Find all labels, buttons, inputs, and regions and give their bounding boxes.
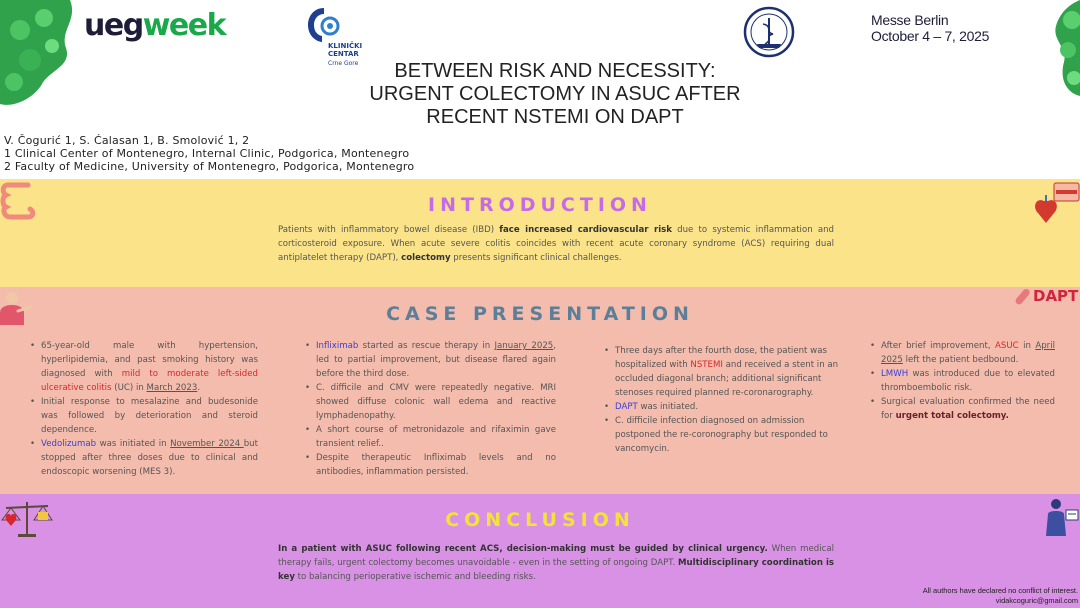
- diagnosis-highlight: mild to moderate left-sided ulcerative colitis: [41, 369, 258, 393]
- title-line: BETWEEN RISK AND NECESSITY:: [394, 60, 716, 82]
- footer-note: [923, 586, 1078, 605]
- introduction-text: [278, 223, 834, 265]
- author-names: V. Čogurić 1, S. Ćalasan 1, B. Smolović 1, 2: [4, 134, 250, 147]
- intro-text-part: due to systemic inflammation and corticosteroid exposure. When acute severe colitis coincides with recent acute coronary syndrome (ACS) requiring dual antiplatelet therapy (DAPT),: [278, 225, 834, 263]
- text: .: [197, 383, 201, 393]
- list-item: [604, 400, 849, 414]
- date: November 2024: [170, 439, 244, 449]
- intestine-icon: [0, 181, 36, 221]
- green-organic-decoration: [0, 0, 84, 110]
- text: but stopped after three doses due to clinical and endoscopic worsening (MES 3).: [41, 439, 258, 477]
- ueg-logo-text: ueg: [84, 8, 143, 43]
- list-item: [870, 395, 1055, 423]
- case-column-3: [604, 344, 849, 456]
- drug-name: Vedolizumab: [41, 439, 97, 449]
- title-line: RECENT NSTEMI ON DAPT: [426, 106, 684, 128]
- green-organic-decoration-right: [980, 0, 1080, 100]
- list-item: [30, 437, 258, 479]
- case-presentation-section: [0, 287, 1080, 494]
- ueg-week-logo: [84, 8, 225, 43]
- list-item: [870, 339, 1055, 367]
- text: was initiated.: [637, 402, 699, 412]
- case-column-4: [870, 339, 1055, 423]
- text: left the patient bedbound.: [902, 355, 1019, 365]
- intro-highlight: colectomy: [401, 253, 451, 263]
- text: , led to partial improvement, but disease flared again before the third dose.: [316, 341, 556, 379]
- text: Three days after the fourth dose, the patient was hospitalized with: [615, 346, 827, 370]
- title-line: URGENT COLECTOMY IN ASUC AFTER: [369, 83, 741, 105]
- list-item: [604, 344, 849, 400]
- intro-highlight: face increased cardiovascular risk: [499, 225, 672, 235]
- case-presentation-title: CASE PRESENTATION: [386, 303, 694, 325]
- case-column-2: [305, 339, 556, 479]
- diagnosis-highlight: ASUC: [995, 341, 1019, 351]
- authors-block: [4, 134, 414, 173]
- text: Surgical evaluation confirmed the need for: [881, 397, 1055, 421]
- list-item: • Initial response to mesalazine and budesonide was followed by deterioration and steroid dependence.: [30, 395, 258, 437]
- recommendation-highlight: urgent total colectomy.: [895, 411, 1009, 421]
- drug-name: DAPT: [615, 402, 638, 412]
- conclusion-text: [278, 542, 834, 584]
- event-dates: October 4 – 7, 2025: [871, 28, 990, 44]
- poster-title: [330, 60, 780, 129]
- case-column-1: [30, 339, 258, 479]
- intro-text-part: presents significant clinical challenges.: [450, 253, 622, 263]
- intro-text-part: Patients with inflammatory bowel disease (IBD): [278, 225, 500, 235]
- kc-line3: Crne Gore: [328, 60, 359, 67]
- list-item: • C. difficile infection diagnosed on admission postponed the re-coronography but responded to vancomycin.: [604, 414, 849, 456]
- list-item: • Despite therapeutic Infliximab levels and no antibodies, inflammation persisted.: [305, 451, 556, 479]
- conclusion-title: CONCLUSION: [445, 509, 635, 531]
- conclusion-highlight: In a patient with ASUC following recent ACS, decision-making must be guided by clinical urgency.: [278, 544, 768, 554]
- contact-email: vidakcoguric@gmail.com: [995, 595, 1078, 605]
- doctor-icon: [1040, 496, 1080, 540]
- introduction-title: INTRODUCTION: [428, 194, 652, 216]
- conclusion-text-part: to balancing perioperative ischemic and bleeding risks.: [294, 572, 536, 582]
- poster-header: [0, 0, 1080, 178]
- kc-line2: CENTAR: [328, 50, 359, 58]
- list-item: [870, 367, 1055, 395]
- text: and received a stent in an occluded diagonal branch; additional significant stenoses required planned re-coronarography.: [615, 360, 839, 398]
- diagnosis-highlight: NSTEMI: [690, 360, 723, 370]
- affiliation-1: 1 Clinical Center of Montenegro, Internal Clinic, Podgorica, Montenegro: [4, 147, 410, 160]
- medical-faculty-logo: [743, 6, 795, 58]
- kc-logo-mark-icon: [306, 6, 342, 44]
- event-info: [871, 12, 989, 44]
- introduction-section: [0, 179, 1080, 287]
- dapt-label: DAPT: [1033, 287, 1079, 305]
- date: April 2025: [881, 341, 1055, 365]
- text: started as rescue therapy in: [358, 341, 495, 351]
- patient-icon: [0, 289, 34, 325]
- kc-logo: [300, 6, 362, 66]
- text: was initiated in: [96, 439, 171, 449]
- date: January 2025: [494, 341, 554, 351]
- drug-name: LMWH: [881, 369, 909, 379]
- list-item: [305, 339, 556, 381]
- list-item: [30, 339, 258, 395]
- event-venue: Messe Berlin: [871, 12, 949, 28]
- date: March 2023: [146, 383, 198, 393]
- text: After brief improvement,: [881, 341, 996, 351]
- heart-icon: [1032, 181, 1080, 227]
- kc-logo-text: [328, 42, 362, 58]
- week-logo-text: week: [142, 8, 226, 43]
- conclusion-text-part: When medical therapy fails, urgent colectomy becomes unavoidable - even in the setting of ongoing DAPT.: [278, 544, 834, 568]
- drug-name: Infliximab: [316, 341, 359, 351]
- text: (UC) in: [111, 383, 147, 393]
- kc-line1: KLINIČKI: [328, 42, 363, 50]
- conclusion-section: [0, 494, 1080, 608]
- text: was introduced due to elevated thromboembolic risk.: [881, 369, 1055, 393]
- text: 65-year-old male with hypertension, hyperlipidemia, and past smoking history was diagnosed with: [41, 341, 258, 379]
- list-item: • C. difficile and CMV were repeatedly negative. MRI showed diffuse colonic wall edema and reactive lymphadenopathy.: [305, 381, 556, 423]
- conflict-of-interest-note: All authors have declared no conflict of interest.: [922, 586, 1078, 595]
- conclusion-highlight: Multidisciplinary coordination is key: [278, 558, 835, 582]
- list-item: • A short course of metronidazole and rifaximin gave transient relief..: [305, 423, 556, 451]
- affiliation-2: 2 Faculty of Medicine, University of Montenegro, Podgorica, Montenegro: [4, 160, 415, 173]
- scale-icon: [0, 498, 54, 538]
- text: in: [1018, 341, 1036, 351]
